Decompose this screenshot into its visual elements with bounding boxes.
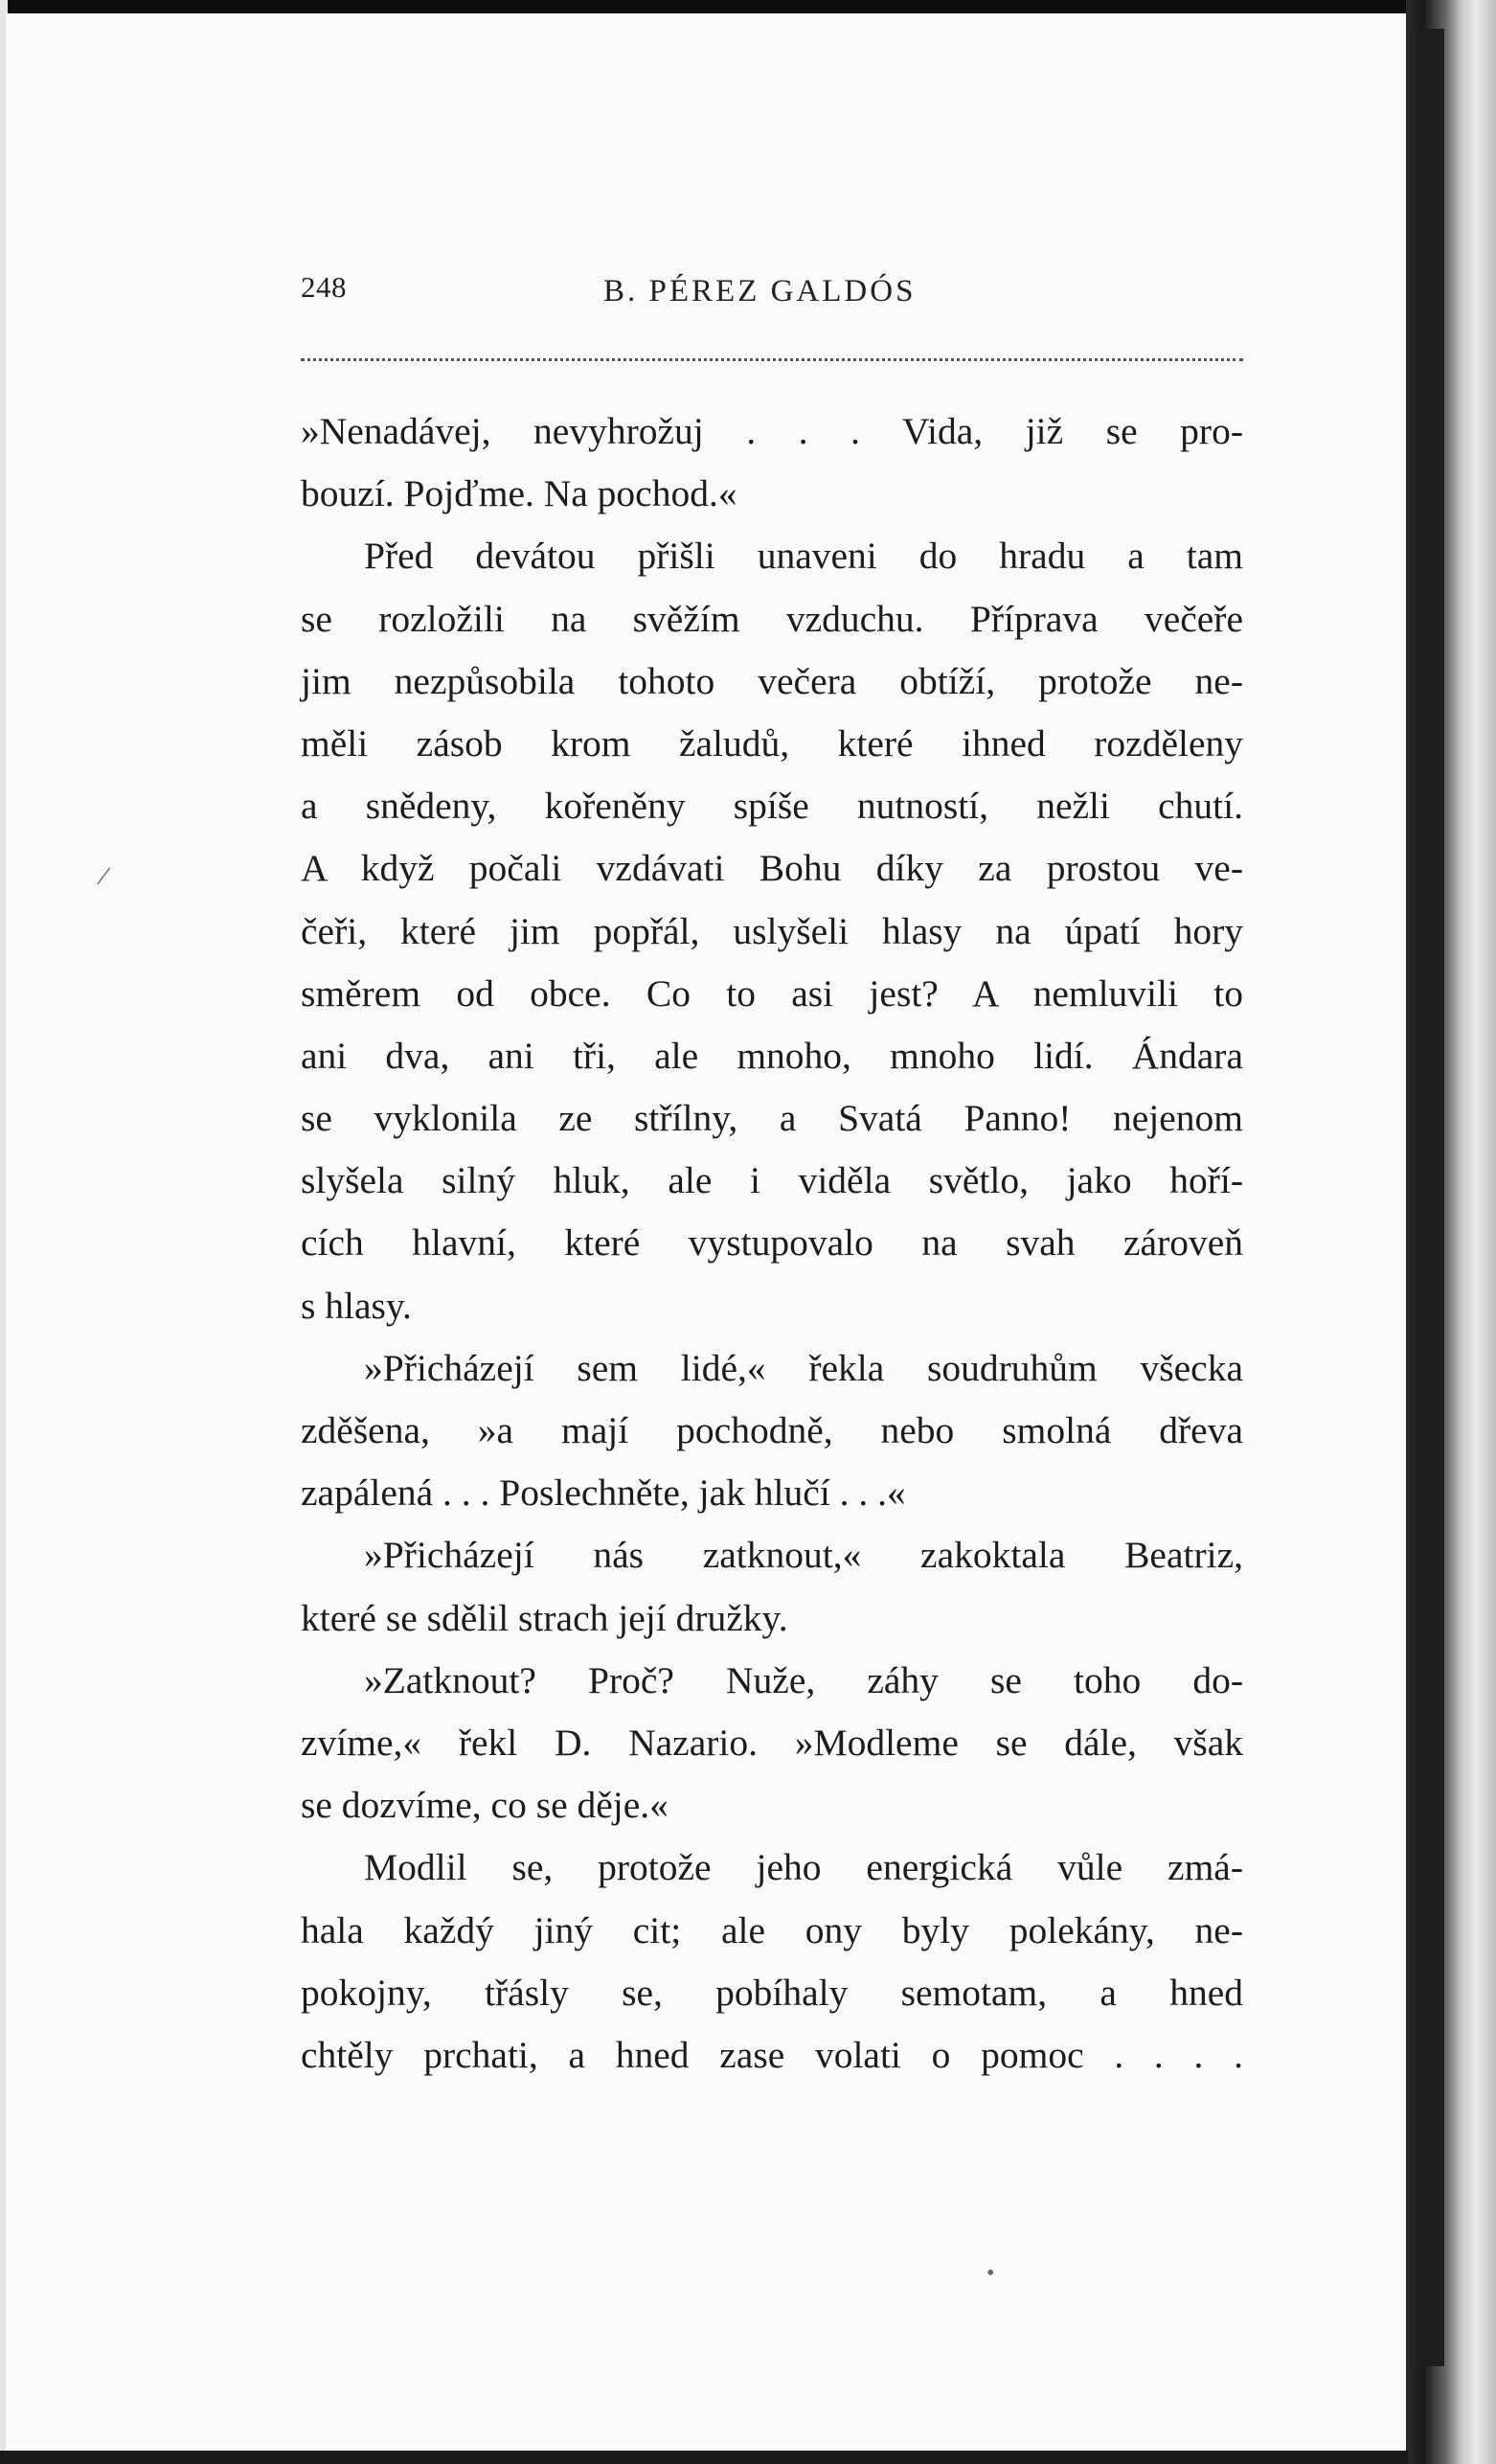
text-line: hala každý jiný cit; ale ony byly polekány, ne- [301, 1908, 1243, 1951]
body-text [301, 400, 1243, 2087]
stray-ink-dot: • [986, 2261, 995, 2286]
text-line: chtěly prchati, a hned zase volati o pomoc . . . . [301, 2033, 1243, 2076]
scan-bottom-edge [0, 2451, 1408, 2464]
text-line: bouzí. Pojďme. Na pochod.« [301, 472, 737, 515]
text-line: »Zatknout? Proč? Nuže, záhy se toho do- [364, 1658, 1243, 1701]
text-line: se dozvíme, co se děje.« [301, 1784, 669, 1827]
text-line: měli zásob krom žaludů, které ihned rozděleny [301, 721, 1243, 764]
text-line: které se sdělil strach její družky. [301, 1596, 788, 1639]
text-line: ani dva, ani tři, ale mnoho, mnoho lidí. Ándara [301, 1034, 1243, 1077]
text-line: čeři, které jim popřál, uslyšeli hlasy na úpatí hory [301, 909, 1243, 952]
text-line: zděšena, »a mají pochodně, nebo smolná dřeva [301, 1409, 1243, 1451]
text-line: »Nenadávej, nevyhrožuj . . . Vida, již se pro- [301, 410, 1243, 452]
text-line: s hlasy. [301, 1284, 412, 1327]
text-line: »Přicházejí nás zatknout,« zakoktala Beatriz, [364, 1534, 1243, 1577]
text-line: jim nezpůsobila tohoto večera obtíží, protože ne- [301, 659, 1243, 702]
header-dotted-rule [301, 358, 1243, 361]
running-head: B. PÉREZ GALDÓS [603, 274, 917, 308]
text-line: cích hlavní, které vystupovalo na svah zároveň [301, 1221, 1243, 1265]
text-line: zapálená . . . Poslechněte, jak hlučí . . .« [301, 1472, 906, 1515]
text-line: Před devátou přišli unaveni do hradu a tam [364, 535, 1243, 578]
text-line: slyšela silný hluk, ale i viděla světlo, jako hoří- [301, 1159, 1243, 1202]
page-number: 248 [301, 270, 347, 304]
text-line: se rozložili na svěžím vzduchu. Příprava večeře [301, 597, 1243, 640]
text-line: zvíme,« řekl D. Nazario. »Modleme se dále, však [301, 1721, 1243, 1764]
text-line: »Přicházejí sem lidé,« řekla soudruhům všecka [364, 1346, 1243, 1389]
text-line: Modlil se, protože jeho energická vůle zmá- [364, 1846, 1243, 1889]
text-line: a snědeny, kořeněny spíše nutností, nežli chutí. [301, 785, 1243, 828]
text-line: pokojny, třásly se, pobíhaly semotam, a hned [301, 1971, 1243, 2014]
text-line: směrem od obce. Co to asi jest? A nemluvili to [301, 971, 1243, 1015]
book-spine-shadow [1416, 29, 1444, 2366]
text-line: se vyklonila ze střílny, a Svatá Panno! nejenom [301, 1097, 1243, 1140]
text-line: A když počali vzdávati Bohu díky za prostou ve- [301, 847, 1243, 890]
stray-pencil-mark: / [95, 859, 113, 893]
